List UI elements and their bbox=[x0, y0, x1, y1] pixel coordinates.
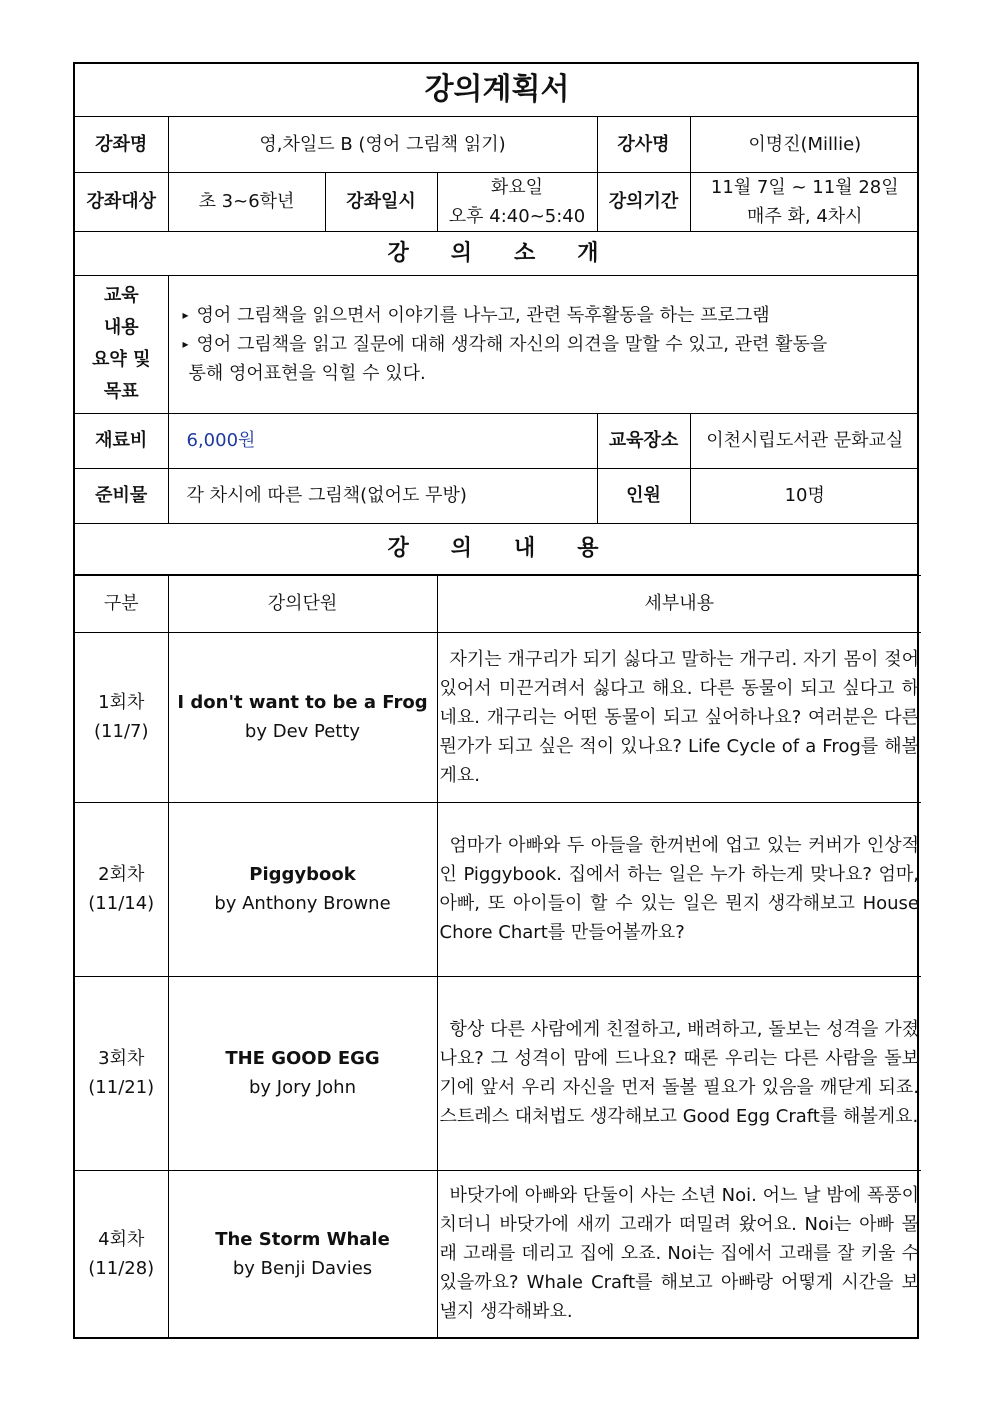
book-author: by Dev Petty bbox=[244, 721, 361, 742]
session-number: 4회차 bbox=[98, 1228, 145, 1250]
summary-label-line: 요약 및 bbox=[92, 349, 151, 370]
detail-cell bbox=[437, 802, 921, 976]
book-title: The Storm Whale bbox=[215, 1228, 390, 1250]
detail-text: 자기는 개구리가 되기 싫다고 말하는 개구리. 자기 몸이 젖어 있어서 미끈거려서 싫다고 해요. 다른 동물이 되고 싶다고 하네요. 개구리는 어떤 동물이 되고 싶어하나요? 여러분은 다른 뭔가가 되고 싶은 적이 있나요? Life Cycle of a Frog를 해볼게요. bbox=[439, 648, 919, 786]
instructor-name: 이명진(Millie) bbox=[690, 116, 919, 172]
period-label: 강의기간 bbox=[597, 172, 690, 231]
content-heading: 강의내용 bbox=[75, 523, 919, 574]
summary-label-line: 목표 bbox=[103, 381, 139, 402]
prep-label: 준비물 bbox=[75, 468, 168, 523]
period-dates: 11월 7일 ~ 11월 28일 bbox=[710, 176, 899, 198]
table-row bbox=[75, 632, 921, 802]
detail-text: 엄마가 아빠와 두 아들을 한꺼번에 업고 있는 커버가 인상적인 Piggybook. 집에서 하는 일은 누가 하는게 맞나요? 엄마, 아빠, 또 아이들이 할 수 있는 일은 뭔지 생각해보고 House Chore Chart를 만들어볼까요? bbox=[439, 835, 919, 943]
intro-heading: 강의소개 bbox=[75, 231, 919, 275]
schedule-time: 오후 4:40~5:40 bbox=[448, 205, 586, 227]
bullet-icon: ▸ bbox=[182, 307, 189, 322]
session-cell bbox=[75, 976, 168, 1170]
fee-value: 6,000원 bbox=[168, 413, 597, 468]
schedule-value bbox=[437, 172, 597, 231]
session-date: (11/7) bbox=[94, 721, 149, 742]
book-title: Piggybook bbox=[249, 864, 356, 885]
book-cell bbox=[168, 632, 437, 802]
book-title: THE GOOD EGG bbox=[225, 1048, 380, 1069]
book-author: by Jory John bbox=[248, 1077, 357, 1098]
lecture-plan-sheet bbox=[73, 62, 919, 1339]
detail-text: 항상 다른 사람에게 친절하고, 배려하고, 돌보는 성격을 가졌나요? 그 성격이 맘에 드나요? 때론 우리는 다른 사람을 돌보기에 앞서 우리 자신을 먼저 돌볼 필요가 있음을 깨닫게 되죠. 스트레스 대처법도 생각해보고 Good Egg Craft를 해볼게요. bbox=[439, 1019, 919, 1127]
session-cell bbox=[75, 1170, 168, 1337]
book-author: by Anthony Browne bbox=[214, 893, 391, 914]
place-label: 교육장소 bbox=[597, 413, 690, 468]
summary-line: 통해 영어표현을 익힐 수 있다. bbox=[188, 362, 426, 384]
header-session: 구분 bbox=[75, 575, 168, 632]
course-name: 영,차일드 B (영어 그림책 읽기) bbox=[168, 116, 597, 172]
book-title: I don't want to be a Frog bbox=[177, 692, 428, 713]
summary-line: ▸ 영어 그림책을 읽으면서 이야기를 나누고, 관련 독후활동을 하는 프로그램 bbox=[177, 301, 912, 330]
instructor-label: 강사명 bbox=[597, 116, 690, 172]
session-number: 1회차 bbox=[98, 692, 145, 713]
book-cell bbox=[168, 976, 437, 1170]
bullet-icon: ▸ bbox=[182, 336, 189, 351]
table-row bbox=[75, 802, 921, 976]
fee-label: 재료비 bbox=[75, 413, 168, 468]
table-row bbox=[75, 976, 921, 1170]
target-label: 강좌대상 bbox=[75, 172, 168, 231]
session-number: 2회차 bbox=[98, 864, 145, 885]
session-cell bbox=[75, 802, 168, 976]
detail-cell bbox=[437, 632, 921, 802]
people-value: 10명 bbox=[690, 468, 919, 523]
period-sessions: 매주 화, 4차시 bbox=[746, 205, 863, 227]
target-value: 초 3~6학년 bbox=[168, 172, 325, 231]
session-date: (11/21) bbox=[88, 1077, 155, 1098]
book-cell bbox=[168, 802, 437, 976]
place-value: 이천시립도서관 문화교실 bbox=[690, 413, 919, 468]
summary-line: ▸ 영어 그림책을 읽고 질문에 대해 생각해 자신의 의견을 말할 수 있고, 관련 활동을 bbox=[177, 330, 912, 359]
summary-label bbox=[75, 275, 168, 413]
summary-content bbox=[168, 275, 919, 413]
summary-label-line: 내용 bbox=[103, 317, 139, 338]
book-author: by Benji Davies bbox=[232, 1257, 373, 1279]
people-label: 인원 bbox=[597, 468, 690, 523]
header-detail: 세부내용 bbox=[437, 575, 921, 632]
table-row bbox=[75, 1170, 921, 1337]
detail-text: 바닷가에 아빠와 단둘이 사는 소년 Noi. 어느 날 밤에 폭풍이 치더니 바닷가에 새끼 고래가 떠밀려 왔어요. Noi는 아빠 몰래 고래를 데리고 집에 오죠. Noi는 집에서 고래를 잘 키울 수 있을까요? Whale Craft를 해보고 아빠랑 어떻게 시간을 보낼지 생각해봐요. bbox=[439, 1185, 919, 1323]
course-name-label: 강좌명 bbox=[75, 116, 168, 172]
book-cell bbox=[168, 1170, 437, 1337]
detail-cell bbox=[437, 976, 921, 1170]
period-value bbox=[690, 172, 919, 231]
document-title: 강의계획서 bbox=[75, 64, 919, 116]
info-table bbox=[75, 64, 919, 575]
session-date: (11/14) bbox=[88, 893, 155, 914]
content-table bbox=[75, 575, 921, 1338]
header-unit: 강의단원 bbox=[168, 575, 437, 632]
session-date: (11/28) bbox=[88, 1257, 155, 1279]
schedule-day: 화요일 bbox=[490, 176, 544, 198]
prep-value: 각 차시에 따른 그림책(없어도 무방) bbox=[168, 468, 597, 523]
detail-cell bbox=[437, 1170, 921, 1337]
summary-label-line: 교육 bbox=[103, 285, 139, 306]
session-cell bbox=[75, 632, 168, 802]
session-number: 3회차 bbox=[98, 1048, 145, 1069]
schedule-label: 강좌일시 bbox=[325, 172, 437, 231]
